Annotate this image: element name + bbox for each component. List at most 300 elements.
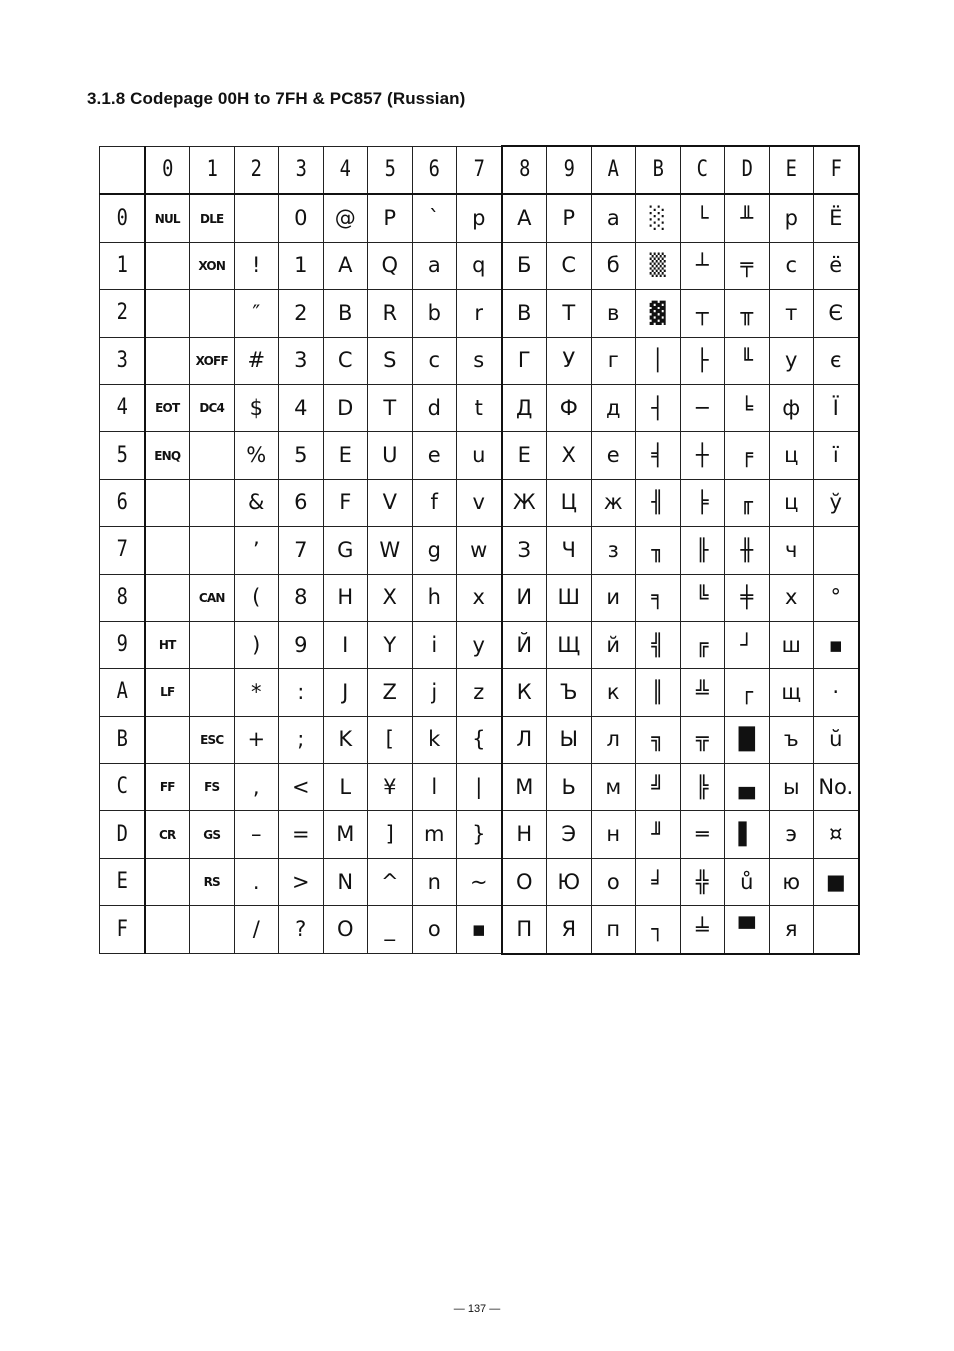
column-header: 7	[460, 146, 498, 194]
row-header: 2	[103, 290, 141, 337]
char-cell: ~	[457, 858, 502, 905]
char-cell: .	[234, 858, 279, 905]
char-cell	[145, 716, 190, 763]
char-cell: с	[769, 242, 814, 289]
char-cell: FS	[190, 764, 235, 811]
char-cell: FF	[145, 764, 190, 811]
char-cell: Ъ	[547, 669, 592, 716]
char-cell: Ы	[547, 716, 592, 763]
char-cell: б	[591, 242, 636, 289]
row-header: 6	[103, 479, 141, 526]
char-cell: `	[412, 194, 457, 242]
char-cell: ┌	[725, 669, 770, 716]
char-cell: х	[769, 574, 814, 621]
char-cell: ц	[769, 479, 814, 526]
char-cell: ї	[814, 432, 859, 479]
char-cell: ┬	[680, 290, 725, 337]
char-cell: Л	[502, 716, 547, 763]
char-cell: )	[234, 621, 279, 668]
char-cell: ┼	[680, 432, 725, 479]
table-row	[100, 669, 859, 716]
column-header: E	[772, 146, 810, 194]
char-cell: А	[502, 194, 547, 242]
char-cell: ╘	[725, 384, 770, 431]
char-cell: е	[591, 432, 636, 479]
char-cell: ╢	[636, 479, 681, 526]
char-cell: Ж	[502, 479, 547, 526]
table-row	[100, 764, 859, 811]
char-cell: Р	[547, 194, 592, 242]
char-cell: U	[368, 432, 413, 479]
char-cell: =	[279, 811, 324, 858]
char-cell: в	[591, 290, 636, 337]
column-header: 4	[326, 146, 364, 194]
char-cell: j	[412, 669, 457, 716]
char-cell: }	[457, 811, 502, 858]
char-cell: Щ	[547, 621, 592, 668]
char-cell: ■	[814, 858, 859, 905]
char-cell: 9	[279, 621, 324, 668]
char-cell: ╗	[636, 716, 681, 763]
char-cell: q	[457, 242, 502, 289]
char-cell: x	[457, 574, 502, 621]
char-cell: ▓	[636, 290, 681, 337]
char-cell: М	[502, 764, 547, 811]
char-cell: ║	[636, 669, 681, 716]
char-cell: b	[412, 290, 457, 337]
column-header: 2	[237, 146, 275, 194]
char-cell: ESC	[190, 716, 235, 763]
table-row	[100, 574, 859, 621]
char-cell: /	[234, 906, 279, 954]
char-cell: >	[279, 858, 324, 905]
char-cell: DC4	[190, 384, 235, 431]
char-cell: э	[769, 811, 814, 858]
char-cell: ╤	[725, 242, 770, 289]
char-cell: 5	[279, 432, 324, 479]
char-cell: ¤	[814, 811, 859, 858]
char-cell: ╞	[680, 479, 725, 526]
char-cell: 6	[279, 479, 324, 526]
char-cell: ŭ	[814, 716, 859, 763]
char-cell: t	[457, 384, 502, 431]
char-cell: Э	[547, 811, 592, 858]
char-cell	[190, 669, 235, 716]
char-cell	[814, 527, 859, 574]
char-cell	[190, 290, 235, 337]
char-cell: ╟	[680, 527, 725, 574]
char-cell: o	[412, 906, 457, 954]
char-cell: г	[591, 337, 636, 384]
char-cell: C	[323, 337, 368, 384]
char-cell: ┘	[725, 621, 770, 668]
char-cell: ’	[234, 527, 279, 574]
char-cell: Ч	[547, 527, 592, 574]
row-header: 4	[103, 384, 141, 431]
char-cell: m	[412, 811, 457, 858]
char-cell: Ю	[547, 858, 592, 905]
char-cell: П	[502, 906, 547, 954]
char-cell: █	[725, 716, 770, 763]
char-cell: ╝	[636, 764, 681, 811]
column-header: 5	[371, 146, 409, 194]
table-row	[100, 906, 859, 954]
char-cell: Є	[814, 290, 859, 337]
column-header: 9	[550, 146, 588, 194]
char-cell	[145, 527, 190, 574]
char-cell: h	[412, 574, 457, 621]
char-cell: ;	[279, 716, 324, 763]
char-cell: ▒	[636, 242, 681, 289]
char-cell: ├	[680, 337, 725, 384]
char-cell: +	[234, 716, 279, 763]
char-cell: н	[591, 811, 636, 858]
char-cell: ┤	[636, 384, 681, 431]
char-cell: Д	[502, 384, 547, 431]
char-cell: P	[368, 194, 413, 242]
char-cell: T	[368, 384, 413, 431]
char-cell: E	[323, 432, 368, 479]
char-cell: HT	[145, 621, 190, 668]
char-cell: (	[234, 574, 279, 621]
char-cell: Й	[502, 621, 547, 668]
char-cell: r	[457, 290, 502, 337]
char-cell: X	[368, 574, 413, 621]
char-cell: ч	[769, 527, 814, 574]
char-cell: G	[323, 527, 368, 574]
char-cell: ъ	[769, 716, 814, 763]
char-cell: XON	[190, 242, 235, 289]
char-cell: Я	[547, 906, 592, 954]
char-cell: З	[502, 527, 547, 574]
char-cell: 2	[279, 290, 324, 337]
table-row	[100, 432, 859, 479]
char-cell: ▀	[725, 906, 770, 954]
char-cell: n	[412, 858, 457, 905]
char-cell: Ї	[814, 384, 859, 431]
char-cell	[145, 242, 190, 289]
char-cell: Y	[368, 621, 413, 668]
char-cell: CR	[145, 811, 190, 858]
char-cell: п	[591, 906, 636, 954]
char-cell: ]	[368, 811, 413, 858]
char-cell: No.	[814, 764, 859, 811]
char-cell: {	[457, 716, 502, 763]
char-cell: ф	[769, 384, 814, 431]
char-cell: J	[323, 669, 368, 716]
row-header: 8	[103, 574, 141, 621]
column-header: 6	[415, 146, 453, 194]
char-cell: є	[814, 337, 859, 384]
char-cell: л	[591, 716, 636, 763]
char-cell: <	[279, 764, 324, 811]
char-cell: s	[457, 337, 502, 384]
char-cell	[190, 527, 235, 574]
char-cell: _	[368, 906, 413, 954]
char-cell: ╓	[725, 479, 770, 526]
row-header: A	[103, 669, 141, 716]
char-cell: Т	[547, 290, 592, 337]
page-title: 3.1.8 Codepage 00H to 7FH & PC857 (Russian)	[87, 89, 466, 108]
column-header: D	[728, 146, 766, 194]
row-header: 7	[103, 527, 141, 574]
char-cell: R	[368, 290, 413, 337]
row-header: E	[103, 858, 141, 905]
char-cell: A	[323, 242, 368, 289]
column-header: 0	[148, 146, 186, 194]
char-cell: EOT	[145, 384, 190, 431]
char-cell: ¥	[368, 764, 413, 811]
char-cell: ╔	[680, 621, 725, 668]
char-cell: ╠	[680, 764, 725, 811]
table-row	[100, 527, 859, 574]
char-cell: к	[591, 669, 636, 716]
table-row	[100, 621, 859, 668]
table-row	[100, 479, 859, 526]
row-header: 0	[103, 194, 141, 242]
row-header: 9	[103, 621, 141, 668]
char-cell: у	[769, 337, 814, 384]
char-cell: H	[323, 574, 368, 621]
char-cell: z	[457, 669, 502, 716]
column-header: C	[683, 146, 721, 194]
char-cell	[190, 621, 235, 668]
char-cell: ┴	[680, 242, 725, 289]
char-cell: 3	[279, 337, 324, 384]
char-cell: ў	[814, 479, 859, 526]
char-cell: ё	[814, 242, 859, 289]
char-cell: ╪	[725, 574, 770, 621]
codepage-table	[99, 145, 860, 955]
char-cell: 4	[279, 384, 324, 431]
char-cell: u	[457, 432, 502, 479]
char-cell: ┐	[636, 906, 681, 954]
char-cell: │	[636, 337, 681, 384]
char-cell: [	[368, 716, 413, 763]
char-cell: g	[412, 527, 457, 574]
char-cell: 0	[279, 194, 324, 242]
char-cell: м	[591, 764, 636, 811]
char-cell: Q	[368, 242, 413, 289]
char-cell	[190, 432, 235, 479]
char-cell: O	[323, 906, 368, 954]
char-cell	[145, 574, 190, 621]
char-cell: I	[323, 621, 368, 668]
row-header: 5	[103, 432, 141, 479]
char-cell: N	[323, 858, 368, 905]
char-cell	[190, 906, 235, 954]
row-header: 1	[103, 242, 141, 289]
char-cell: °	[814, 574, 859, 621]
column-header: B	[639, 146, 677, 194]
column-header: A	[594, 146, 632, 194]
char-cell: ╬	[680, 858, 725, 905]
char-cell: f	[412, 479, 457, 526]
char-cell: С	[547, 242, 592, 289]
column-header: 1	[193, 146, 231, 194]
row-header: D	[103, 811, 141, 858]
char-cell: ╣	[636, 621, 681, 668]
table-row	[100, 290, 859, 337]
char-cell: Х	[547, 432, 592, 479]
column-header: 8	[505, 146, 543, 194]
char-cell: ·	[814, 669, 859, 716]
char-cell	[145, 906, 190, 954]
row-header: B	[103, 716, 141, 763]
char-cell: V	[368, 479, 413, 526]
char-cell	[814, 906, 859, 954]
char-cell: ═	[680, 811, 725, 858]
char-cell: –	[234, 811, 279, 858]
char-cell	[234, 194, 279, 242]
char-cell: Ё	[814, 194, 859, 242]
char-cell: ů	[725, 858, 770, 905]
char-cell: ░	[636, 194, 681, 242]
char-cell: XOFF	[190, 337, 235, 384]
char-cell: ╒	[725, 432, 770, 479]
char-cell: @	[323, 194, 368, 242]
char-cell: Е	[502, 432, 547, 479]
char-cell: DLE	[190, 194, 235, 242]
row-header: F	[103, 906, 141, 954]
char-cell: ╛	[636, 858, 681, 905]
char-cell: #	[234, 337, 279, 384]
char-cell: :	[279, 669, 324, 716]
char-cell: ю	[769, 858, 814, 905]
char-cell: ▌	[725, 811, 770, 858]
char-cell: ╡	[636, 432, 681, 479]
char-cell: ,	[234, 764, 279, 811]
table-row	[100, 384, 859, 431]
char-cell: a	[412, 242, 457, 289]
char-cell: c	[412, 337, 457, 384]
char-cell: NUL	[145, 194, 190, 242]
char-cell: &	[234, 479, 279, 526]
char-cell: ╙	[725, 337, 770, 384]
char-cell: RS	[190, 858, 235, 905]
char-cell: └	[680, 194, 725, 242]
char-cell: ╕	[636, 574, 681, 621]
char-cell: ы	[769, 764, 814, 811]
char-cell: %	[234, 432, 279, 479]
char-cell: e	[412, 432, 457, 479]
char-cell: F	[323, 479, 368, 526]
char-cell: ╩	[680, 669, 725, 716]
char-cell: S	[368, 337, 413, 384]
char-cell: M	[323, 811, 368, 858]
table-row	[100, 811, 859, 858]
char-cell: В	[502, 290, 547, 337]
char-cell	[145, 858, 190, 905]
char-cell: и	[591, 574, 636, 621]
char-cell: щ	[769, 669, 814, 716]
char-cell: ш	[769, 621, 814, 668]
char-cell	[145, 479, 190, 526]
char-cell: р	[769, 194, 814, 242]
char-cell: а	[591, 194, 636, 242]
char-cell: Н	[502, 811, 547, 858]
char-cell: $	[234, 384, 279, 431]
char-cell: О	[502, 858, 547, 905]
char-cell: CAN	[190, 574, 235, 621]
char-cell: B	[323, 290, 368, 337]
char-cell: ″	[234, 290, 279, 337]
char-cell: D	[323, 384, 368, 431]
char-cell: ╫	[725, 527, 770, 574]
corner-cell	[103, 146, 141, 194]
char-cell: K	[323, 716, 368, 763]
char-cell: я	[769, 906, 814, 954]
char-cell: 1	[279, 242, 324, 289]
char-cell: К	[502, 669, 547, 716]
table-row	[100, 337, 859, 384]
char-cell: k	[412, 716, 457, 763]
char-cell: ?	[279, 906, 324, 954]
header-row	[100, 146, 859, 194]
char-cell: W	[368, 527, 413, 574]
char-cell: w	[457, 527, 502, 574]
char-cell: d	[412, 384, 457, 431]
char-cell: i	[412, 621, 457, 668]
char-cell: ^	[368, 858, 413, 905]
char-cell: ╧	[680, 906, 725, 954]
table-row	[100, 716, 859, 763]
char-cell: ╖	[636, 527, 681, 574]
char-cell: ╨	[725, 194, 770, 242]
char-cell: й	[591, 621, 636, 668]
char-cell: *	[234, 669, 279, 716]
char-cell: ▄	[725, 764, 770, 811]
char-cell: ─	[680, 384, 725, 431]
char-cell: Ц	[547, 479, 592, 526]
column-header: 3	[282, 146, 320, 194]
char-cell: ╜	[636, 811, 681, 858]
char-cell: v	[457, 479, 502, 526]
char-cell: д	[591, 384, 636, 431]
char-cell: L	[323, 764, 368, 811]
char-cell: ж	[591, 479, 636, 526]
char-cell	[145, 290, 190, 337]
char-cell: !	[234, 242, 279, 289]
table-row	[100, 242, 859, 289]
table-row	[100, 194, 859, 242]
char-cell: ▪	[457, 906, 502, 954]
char-cell	[190, 479, 235, 526]
column-header: F	[817, 146, 855, 194]
char-cell: Г	[502, 337, 547, 384]
char-cell: И	[502, 574, 547, 621]
char-cell: з	[591, 527, 636, 574]
char-cell: ▪	[814, 621, 859, 668]
char-cell: 8	[279, 574, 324, 621]
char-cell: Ф	[547, 384, 592, 431]
char-cell: Z	[368, 669, 413, 716]
char-cell: т	[769, 290, 814, 337]
char-cell: |	[457, 764, 502, 811]
char-cell: LF	[145, 669, 190, 716]
char-cell: GS	[190, 811, 235, 858]
row-header: 3	[103, 337, 141, 384]
char-cell: l	[412, 764, 457, 811]
char-cell: ╥	[725, 290, 770, 337]
char-cell: ENQ	[145, 432, 190, 479]
char-cell: p	[457, 194, 502, 242]
row-header: C	[103, 764, 141, 811]
char-cell	[145, 337, 190, 384]
char-cell: y	[457, 621, 502, 668]
char-cell: У	[547, 337, 592, 384]
char-cell: ц	[769, 432, 814, 479]
